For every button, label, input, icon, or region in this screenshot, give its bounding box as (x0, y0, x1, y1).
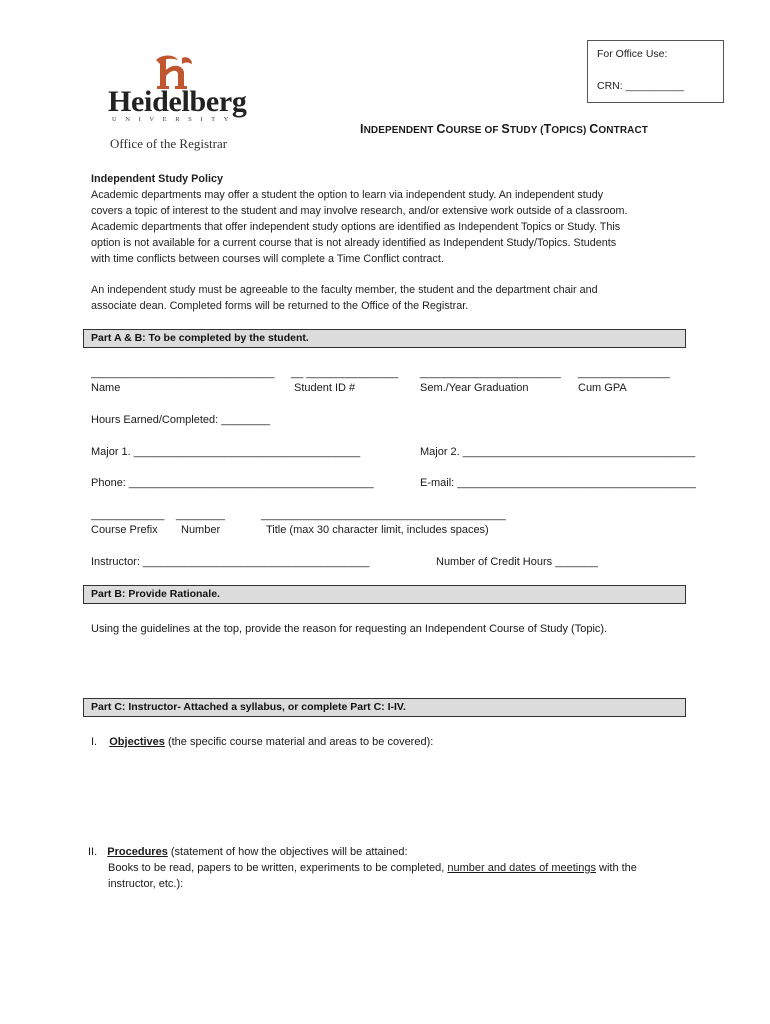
email-field[interactable]: E-mail: _______________________________________ (420, 477, 696, 489)
office-use-label: For Office Use: (597, 48, 668, 60)
gpa-field[interactable]: _______________ (578, 367, 670, 379)
major1-field[interactable]: Major 1. _____________________________________ (91, 446, 361, 458)
policy-line: option is not available for a current course that is not already identified as Independent Study/Topics. Students (91, 236, 617, 249)
policy-line: covers a topic of interest to the student and may involve research, and/or extensive work outside of a classroom. (91, 204, 628, 217)
objectives-description: (the specific course material and areas to be covered): (164, 736, 434, 748)
student-id-label: Student ID # (294, 382, 356, 394)
name-field[interactable]: ______________________________ (91, 367, 275, 379)
section-header-part-c (83, 698, 686, 717)
instructor-field[interactable]: Instructor: _____________________________________ (91, 556, 370, 568)
hours-earned-field[interactable]: Hours Earned/Completed: ________ (91, 414, 271, 426)
policy-line: associate dean. Completed forms will be returned to the Office of the Registrar. (91, 299, 469, 312)
objectives-item (91, 735, 433, 751)
course-number-label: Number (181, 524, 221, 536)
procedures-underlined-text: number and dates of meetings (447, 862, 596, 874)
name-label: Name (91, 382, 121, 394)
graduation-label: Sem./Year Graduation (420, 382, 529, 394)
course-number-field[interactable]: ________ (176, 509, 225, 521)
objectives-label: Objectives (109, 736, 165, 748)
policy-paragraph-2 (91, 283, 691, 315)
section-header-part-b (83, 585, 686, 604)
student-id-field[interactable]: __ _______________ (291, 367, 399, 379)
section-header-part-ab (83, 329, 686, 348)
graduation-field[interactable]: _______________________ (420, 367, 561, 379)
course-prefix-field[interactable]: ____________ (91, 509, 165, 521)
gpa-label: Cum GPA (578, 382, 627, 394)
logo-university: UNIVERSITY (112, 116, 237, 123)
procedures-text: Books to be read, papers to be written, experiments to be completed, (108, 862, 448, 874)
policy-line: Academic departments may offer a student the option to learn via independent study. An independent study (91, 189, 604, 201)
section-header-label: Part A & B: To be completed by the student. (91, 332, 309, 344)
policy-line: An independent study must be agreeable to the faculty member, the student and the department chair and (91, 284, 598, 296)
procedures-description: (statement of how the objectives will be attained: (167, 846, 408, 858)
section-header-label: Part B: Provide Rationale. (91, 588, 220, 600)
policy-line: Academic departments that offer independent study options are identified as Independent Topics or Study. This (91, 220, 621, 233)
section-header-label: Part C: Instructor- Attached a syllabus, or complete Part C: I-IV. (91, 701, 406, 713)
procedures-text: with the (595, 862, 637, 874)
course-title-field[interactable]: ________________________________________ (261, 509, 506, 521)
document-title: INDEPENDENT COURSE OF STUDY (TOPICS) CONTRACT (360, 122, 649, 136)
course-title-label: Title (max 30 character limit, includes spaces) (266, 524, 489, 536)
logo-wordmark: Heidelberg (108, 85, 247, 118)
procedures-line-3: instructor, etc.): (108, 878, 184, 890)
item-number: I. (91, 736, 98, 748)
procedures-line-2 (108, 861, 637, 877)
logo-office-label: Office of the Registrar (110, 136, 228, 151)
procedures-label: Procedures (107, 846, 168, 858)
policy-heading: Independent Study Policy (91, 173, 223, 185)
credit-hours-field[interactable]: Number of Credit Hours _______ (436, 556, 599, 568)
policy-line: with time conflicts between courses will complete a Time Conflict contract. (91, 252, 444, 265)
major2-field[interactable]: Major 2. ______________________________________ (420, 446, 696, 458)
procedures-item (88, 845, 408, 861)
policy-paragraph-1 (91, 188, 691, 268)
item-number: II. (88, 846, 98, 858)
course-prefix-label: Course Prefix (91, 524, 158, 536)
crn-field[interactable]: CRN: __________ (597, 80, 684, 92)
phone-field[interactable]: Phone: ________________________________________ (91, 477, 374, 489)
rationale-instruction: Using the guidelines at the top, provide the reason for requesting an Independent Course of Study (Topic). (91, 623, 608, 635)
office-use-box (587, 40, 724, 103)
